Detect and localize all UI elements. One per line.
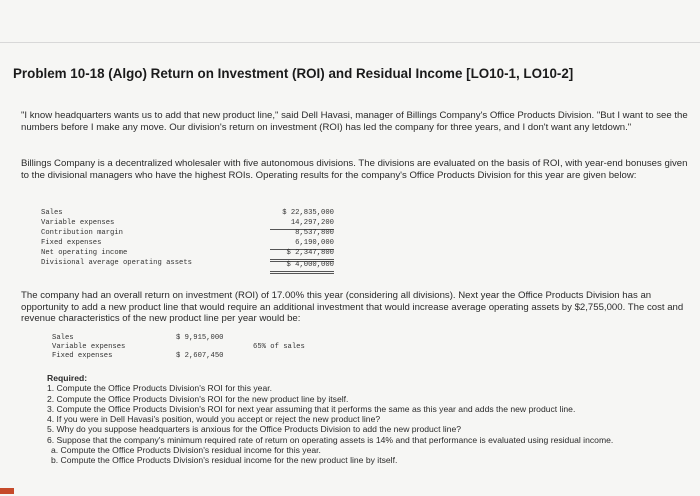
- row-label: Fixed expenses: [52, 352, 113, 360]
- row-label: Sales: [52, 334, 74, 342]
- row-label: Fixed expenses: [41, 239, 102, 247]
- row-value: $ 9,915,000: [176, 334, 224, 342]
- table-row: [41, 218, 114, 229]
- row-value: 6,190,000: [270, 238, 334, 250]
- table-row: [41, 258, 192, 269]
- row-label: Variable expenses: [41, 219, 115, 227]
- required-item: 2. Compute the Office Products Division's ROI for the new product line by itself.: [47, 393, 349, 404]
- required-heading: Required:: [47, 373, 88, 383]
- row-label: Sales: [41, 209, 63, 217]
- required-item: 3. Compute the Office Products Division's ROI for next year assuming that it performs the same as this year and adds the new product line.: [47, 403, 576, 414]
- required-item: 6. Suppose that the company's minimum required rate of return on operating assets is 14% and that performance is evaluated using residual income.: [47, 434, 614, 445]
- row-label: Variable expenses: [52, 343, 126, 351]
- table-row: [41, 208, 63, 219]
- row-value: $ 2,607,450: [176, 352, 224, 360]
- row-value: 65% of sales: [253, 343, 305, 351]
- background-paragraph: Billings Company is a decentralized wholesaler with five autonomous divisions. The divisions are evaluated on the basis of ROI, with year-end bonuses given to the divisional managers who have the highest ROIs. Operating results for the company's Office Products Division for this year are given below:: [21, 158, 688, 181]
- required-item: 1. Compute the Office Products Division's ROI for this year.: [47, 383, 273, 394]
- opportunity-paragraph: The company had an overall return on investment (ROI) of 17.00% this year (considering all divisions). Next year the Office Products Division has an opportunity to add a new product line that would require an additional investment that would increase average operating assets by $2,755,000. The cost and revenue characteristics of the new product line per year would be:: [21, 290, 684, 325]
- row-value: 14,297,200: [270, 218, 334, 230]
- required-item: 5. Why do you suppose headquarters is anxious for the Office Products Division to add the new product line?: [47, 424, 462, 435]
- page-title: Problem 10-18 (Algo) Return on Investment (ROI) and Residual Income [LO10-1, LO10-2]: [13, 66, 574, 81]
- row-value: $ 2,347,800: [270, 248, 334, 262]
- table-row: [41, 248, 127, 259]
- row-label: Divisional average operating assets: [41, 259, 192, 267]
- top-divider: [0, 42, 700, 43]
- table-row: [41, 228, 123, 239]
- corner-marker: [0, 488, 14, 494]
- row-value: 8,537,800: [295, 229, 334, 237]
- table-row: [52, 351, 112, 362]
- required-item: 4. If you were in Dell Havasi's position, would you accept or reject the new product line?: [47, 414, 381, 425]
- required-subitem: a. Compute the Office Products Division's residual income for this year.: [51, 445, 321, 456]
- required-section: [47, 373, 657, 466]
- row-label: Net operating income: [41, 249, 128, 257]
- table-row: [41, 238, 101, 249]
- row-value: $ 22,835,000: [282, 209, 334, 217]
- row-label: Contribution margin: [41, 229, 123, 237]
- intro-paragraph: "I know headquarters wants us to add that new product line," said Dell Havasi, manager of Billings Company's Office Products Division. "But I want to see the numbers before I make any move. Our division's return on investment (ROI) has led the company for three years, and I don't want any letdown.": [21, 110, 688, 133]
- row-value: $ 4,000,000: [270, 260, 334, 274]
- required-subitem: b. Compute the Office Products Division's residual income for the new product line by itself.: [51, 455, 398, 466]
